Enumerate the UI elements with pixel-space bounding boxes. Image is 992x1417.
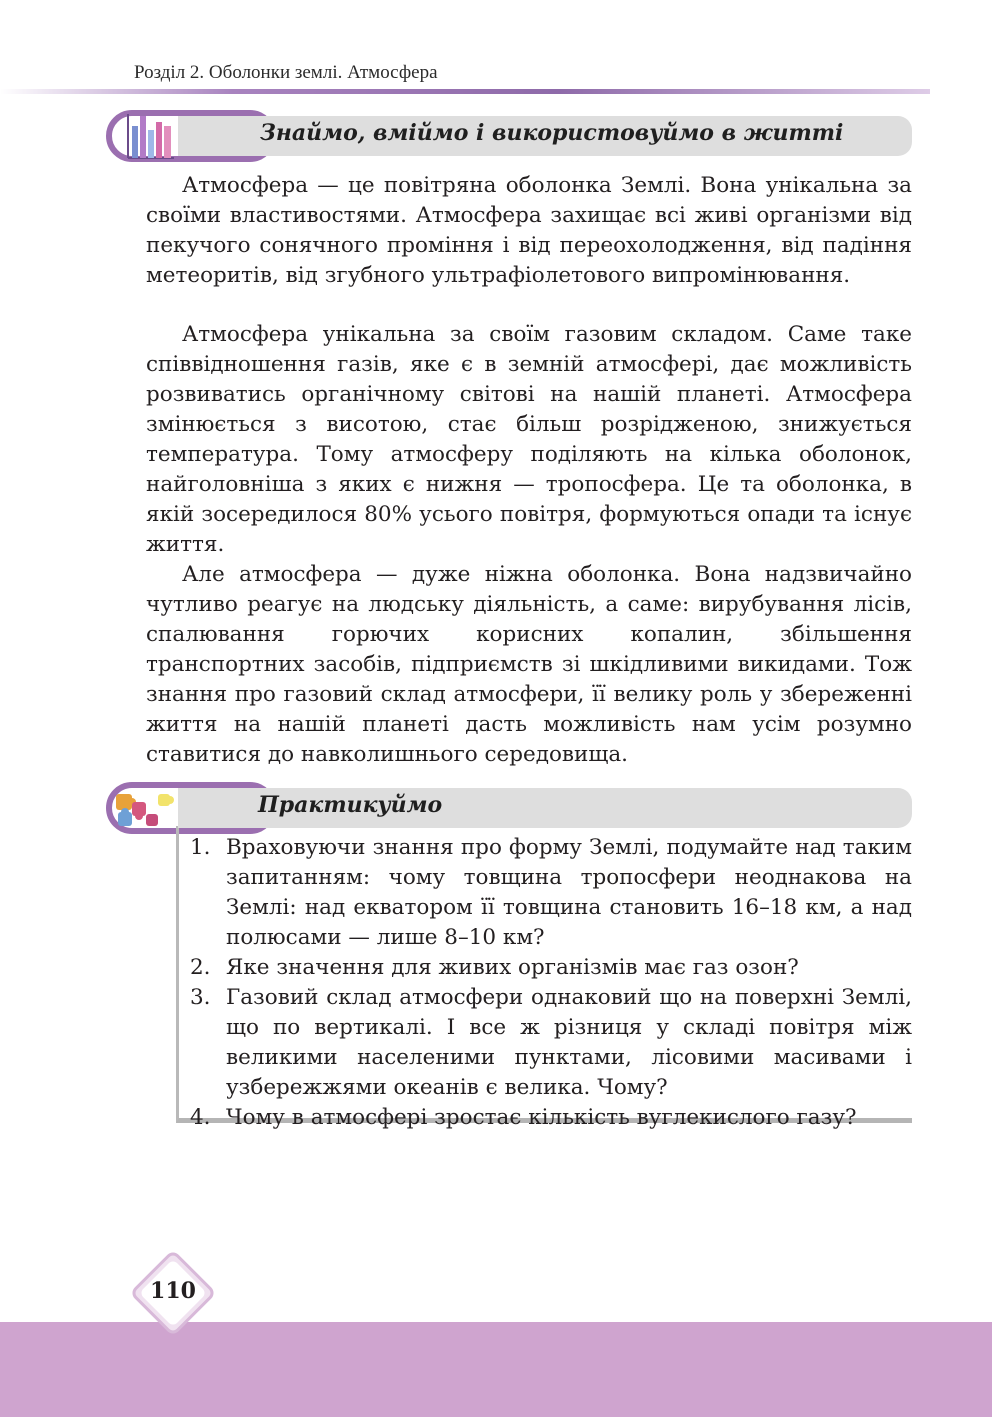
question-number: 1. bbox=[190, 835, 211, 860]
questions-list bbox=[190, 833, 912, 1133]
question-number: 4. bbox=[190, 1105, 211, 1130]
question-text: Чому в атмосфері зростає кількість вуглекислого газу? bbox=[226, 1105, 857, 1130]
section-title-know: Знаймо, вміймо і використовуймо в житті bbox=[260, 120, 844, 146]
question-text: Враховуючи знання про форму Землі, подумайте над таким запитанням: чому товщина тропосфери неоднакова на Землі: над екватором її товщина становить 16–18 км, а над полюсами — лише 8–10 км? bbox=[226, 835, 912, 950]
paragraph-2: Атмосфера унікальна за своїм газовим складом. Саме таке співвідношення газів, яке є в земній атмосфері, дає можливість розвиватись органічному світові на нашій планеті. Атмосфера змінюється з висотою, стає більш розрідженою, знижується температура. Тому атмосферу поділяють на кілька оболонок, найголовніша з яких є нижня — тропосфера. Це та оболонка, в якій зосередилося 80% усього повітря, формуються опади та існує життя. bbox=[146, 322, 912, 557]
running-header: Розділ 2. Оболонки землі. Атмосфера bbox=[134, 62, 438, 83]
page-number: 110 bbox=[150, 1278, 196, 1304]
question-text: Яке значення для живих організмів має газ озон? bbox=[226, 955, 799, 980]
question-item bbox=[190, 1103, 912, 1133]
question-item bbox=[190, 833, 912, 953]
question-item bbox=[190, 983, 912, 1103]
puzzle-pieces-icon bbox=[112, 788, 178, 834]
question-text: Газовий склад атмосфери однаковий що на поверхні Землі, що по вертикалі. І все ж різниця у складі повітря між великими населеними пунктами, лісовими масивами і узбережжями океанів є велика. Чому? bbox=[226, 985, 912, 1100]
footer-band bbox=[0, 1322, 992, 1417]
paragraph-3: Але атмосфера — дуже ніжна оболонка. Вона надзвичайно чутливо реагує на людську діяльність, а саме: вирубування лісів, спалювання горючих корисних копалин, збільшення транспортних засобів, підприємств зі шкідливими викидами. Тож знання про газовий склад атмосфери, її велику роль у збереженні життя на нашій планеті дасть можливість нам усім розумно ставитися до навколишнього середовища. bbox=[146, 562, 912, 767]
question-item bbox=[190, 953, 912, 983]
header-divider bbox=[0, 89, 930, 94]
section-title-practice: Практикуймо bbox=[258, 792, 443, 818]
bar-chart-icon bbox=[124, 112, 176, 160]
paragraph-1: Атмосфера — це повітряна оболонка Землі. Вона унікальна за своїми властивостями. Атмосфера захищає всі живі організми від пекучого сонячного проміння і від переохолодження, від падіння метеоритів, від згубного ультрафіолетового випромінювання. bbox=[146, 173, 912, 288]
question-number: 2. bbox=[190, 955, 211, 980]
question-number: 3. bbox=[190, 985, 211, 1010]
